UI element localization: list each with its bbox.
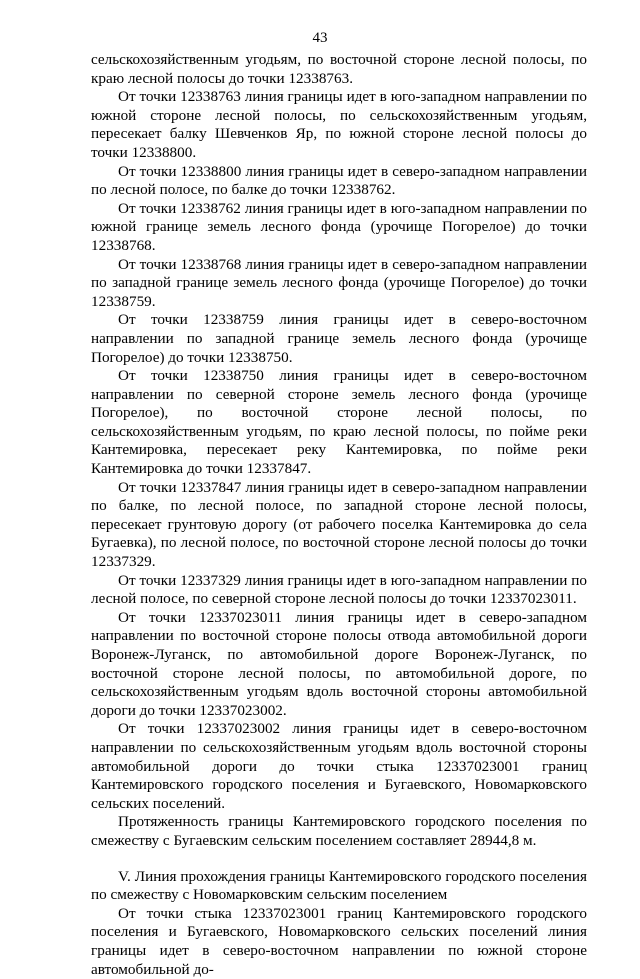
paragraph: От точки 12338763 линия границы идет в юго-западном направлении по южной стороне лесной полосы, по сельскохозяйственным угодьям, пересекает балку Шевченков Яр, по южной стороне лесной полосы до точки 12338800.	[91, 88, 587, 161]
paragraph: От точки 12338750 линия границы идет в северо-восточном направлении по северной стороне земель лесного фонда (урочище Погорелое), по восточной стороне лесной полосы, по сельскохозяйственным угодьям, по краю лесной полосы, по пойме реки Кантемировка, пересекает реку Кантемировка, по пойме реки Кантемировка до точки 12337847.	[91, 367, 587, 478]
paragraph: От точки 12337023002 линия границы идет в северо-восточном направлении по сельскохозяйственным угодьям вдоль восточной стороны автомобильной дороги до точки стыка 12337023001 границ Кантемировского городского поселения и Бугаевского, Новомарковского сельских поселений.	[91, 720, 587, 812]
paragraph: От точки 12337023011 линия границы идет в северо-западном направлении по восточной стороне полосы отвода автомобильной дороги Воронеж-Луганск, по автомобильной дороге Воронеж-Луганск, по восточной стороне лесной полосы, по автомобильной дороге, по сельскохозяйственным угодьям вдоль восточной стороны автомобильной дороги до точки 12337023002.	[91, 608, 587, 719]
paragraph: От точки стыка 12337023001 границ Кантемировского городского поселения и Бугаевского, Новомарковского сельских поселений линия границы идет в северо-восточном направлении по южной стороне автомобильной до-	[91, 904, 587, 978]
paragraph: От точки 12338762 линия границы идет в юго-западном направлении по южной границе земель лесного фонда (урочище Погорелое) до точки 12338768.	[91, 199, 587, 254]
document-body	[91, 51, 587, 979]
page-number: 43	[312, 30, 328, 46]
paragraph: сельскохозяйственным угодьям, по восточной стороне лесной полосы, по краю лесной полосы до точки 12338763.	[91, 51, 587, 87]
section-heading: V. Линия прохождения границы Кантемировского городского поселения по смежеству с Новомарковским сельским поселением	[91, 867, 587, 904]
paragraph: От точки 12337329 линия границы идет в юго-западном направлении по лесной полосе, по северной стороне лесной полосы до точки 12337023011.	[91, 571, 587, 608]
paragraph: От точки 12337847 линия границы идет в северо-западном направлении по балке, по лесной полосе, по западной стороне лесной полосы, пересекает грунтовую дорогу (от рабочего поселка Кантемировка до села Бугаевка), по лесной полосе, по восточной стороне лесной полосы до точки 12337329.	[91, 478, 587, 571]
paragraph: От точки 12338759 линия границы идет в северо-восточном направлении по западной границе земель лесного фонда (урочище Погорелое) до точки 12338750.	[91, 311, 587, 366]
paragraph: От точки 12338768 линия границы идет в северо-западном направлении по западной границе земель лесного фонда (урочище Погорелое) до точки 12338759.	[91, 255, 587, 310]
paragraph: От точки 12338800 линия границы идет в северо-западном направлении по лесной полосе, по балке до точки 12338762.	[91, 162, 587, 199]
paragraph: Протяженность границы Кантемировского городского поселения по смежеству с Бугаевским сельским поселением составляет 28944,8 м.	[91, 813, 587, 849]
